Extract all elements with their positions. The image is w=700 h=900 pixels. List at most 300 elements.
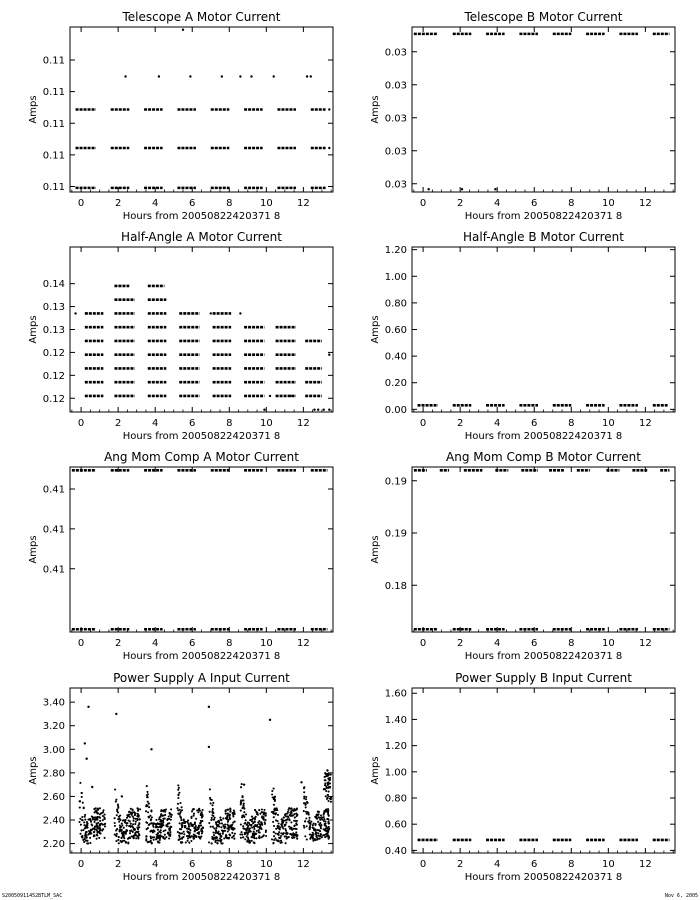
data-point (330, 801, 332, 803)
data-point (240, 831, 242, 833)
data-point (118, 816, 120, 818)
data-point (187, 828, 189, 830)
data-point (288, 807, 290, 809)
data-point (324, 784, 326, 786)
data-point (326, 775, 328, 777)
data-point (246, 830, 248, 832)
data-point (218, 826, 220, 828)
data-point (99, 833, 101, 835)
data-point (137, 810, 139, 812)
data-point (261, 811, 263, 813)
y-tick-label: 1.00 (384, 767, 407, 779)
data-point (135, 821, 137, 823)
data-point (293, 828, 295, 830)
data-point (127, 814, 129, 816)
data-point (318, 829, 320, 831)
data-point (82, 829, 84, 831)
data-point (243, 806, 245, 808)
y-tick-label: 0.12 (42, 347, 65, 359)
data-point (132, 816, 134, 818)
data-point (104, 818, 106, 820)
chart-half-angle-b (370, 230, 675, 442)
data-point (188, 825, 190, 827)
data-point (151, 816, 153, 818)
data-point (85, 833, 87, 835)
data-point (209, 811, 211, 813)
data-point (89, 833, 91, 835)
data-point (178, 836, 180, 838)
chart-title: Ang Mom Comp B Motor Current (446, 450, 641, 464)
data-point (92, 828, 94, 830)
data-point (212, 802, 214, 804)
data-point (132, 820, 134, 822)
data-point (153, 839, 155, 841)
x-axis-label: Hours from 20050822420371 8 (464, 651, 623, 662)
data-point (211, 836, 213, 838)
data-point (210, 819, 212, 821)
x-tick-label: 6 (531, 638, 538, 649)
y-tick-label: 0.60 (384, 325, 407, 336)
data-point (177, 784, 179, 786)
data-point (326, 769, 328, 771)
data-point (84, 814, 86, 816)
data-point (185, 841, 187, 843)
data-point (155, 819, 157, 821)
data-point (275, 809, 277, 811)
y-tick-label: 2.40 (42, 815, 65, 827)
data-point (179, 812, 181, 814)
data-point (158, 75, 160, 77)
data-point (132, 823, 134, 825)
data-point (81, 792, 83, 794)
x-tick-label: 2 (114, 418, 122, 429)
data-point (93, 834, 95, 836)
x-tick-label: 2 (456, 638, 464, 649)
data-point (119, 830, 121, 832)
data-point (198, 831, 200, 833)
data-point (169, 835, 171, 837)
data-point (134, 823, 136, 825)
data-point (233, 809, 235, 811)
chart-ang-mom-a (28, 450, 333, 662)
data-point (79, 800, 81, 802)
data-point (242, 804, 244, 806)
data-point (138, 822, 140, 824)
data-point (149, 815, 151, 817)
data-point (210, 826, 212, 828)
data-point (168, 837, 170, 839)
data-point (101, 830, 103, 832)
data-point (189, 75, 191, 77)
data-point (287, 811, 289, 813)
data-point (134, 812, 136, 814)
x-tick-label: 12 (296, 859, 310, 870)
data-point (177, 813, 179, 815)
data-point (114, 817, 116, 819)
chart-power-b (370, 671, 675, 883)
data-point (186, 830, 188, 832)
data-point (194, 834, 196, 836)
data-point (147, 796, 149, 798)
data-point (160, 832, 162, 834)
data-point (210, 312, 212, 314)
data-point (325, 795, 327, 797)
data-point (170, 816, 172, 818)
data-point (243, 816, 245, 818)
data-point (213, 834, 215, 836)
data-point (123, 827, 125, 829)
data-point (317, 821, 319, 823)
data-point (198, 836, 200, 838)
x-tick-label: 12 (296, 418, 310, 429)
data-point (193, 837, 195, 839)
data-point (191, 810, 193, 812)
data-point (122, 840, 124, 842)
x-tick-label: 0 (419, 638, 427, 649)
data-point (249, 827, 251, 829)
data-point (260, 824, 262, 826)
data-point (209, 788, 211, 790)
data-point (95, 819, 97, 821)
data-point (194, 826, 196, 828)
data-point (129, 832, 131, 834)
chart-title: Ang Mom Comp A Motor Current (104, 450, 299, 464)
data-point (251, 827, 253, 829)
data-series (427, 188, 496, 190)
data-point (170, 808, 172, 810)
data-point (201, 812, 203, 814)
x-tick-label: 4 (152, 418, 159, 429)
data-point (146, 785, 148, 787)
data-point (312, 840, 314, 842)
data-point (253, 831, 255, 833)
y-tick-label: 0.40 (384, 351, 407, 363)
data-point (300, 781, 302, 783)
data-point (317, 409, 319, 411)
y-tick-label: 0.80 (384, 793, 407, 805)
data-point (87, 822, 89, 824)
data-point (281, 841, 283, 843)
data-point (118, 821, 120, 823)
data-point (250, 75, 252, 77)
data-point (118, 842, 120, 844)
y-tick-label: 0.14 (42, 279, 65, 291)
x-tick-label: 10 (259, 638, 273, 649)
data-point (85, 312, 87, 314)
data-point (222, 833, 224, 835)
data-point (193, 808, 195, 810)
data-point (264, 823, 266, 825)
data-point (275, 832, 277, 834)
data-point (327, 818, 329, 820)
data-point (228, 837, 230, 839)
data-point (325, 822, 327, 824)
data-point (228, 834, 230, 836)
data-point (253, 836, 255, 838)
data-point (229, 808, 231, 810)
data-point (169, 827, 171, 829)
data-point (282, 822, 284, 824)
data-point (91, 786, 93, 788)
data-point (224, 826, 226, 828)
data-point (81, 796, 83, 798)
data-point (164, 829, 166, 831)
data-point (179, 802, 181, 804)
data-point (303, 810, 305, 812)
data-point (200, 822, 202, 824)
data-point (291, 837, 293, 839)
data-point (181, 806, 183, 808)
data-point (116, 814, 118, 816)
data-point (129, 816, 131, 818)
plot-frame (412, 467, 675, 632)
data-point (84, 835, 86, 837)
data-point (243, 828, 245, 830)
x-tick-label: 4 (494, 638, 501, 649)
data-point (182, 29, 184, 31)
data-point (315, 823, 317, 825)
data-point (178, 832, 180, 834)
x-tick-label: 8 (568, 859, 575, 870)
data-point (114, 825, 116, 827)
data-point (198, 825, 200, 827)
data-point (178, 839, 180, 841)
data-point (227, 812, 229, 814)
data-point (214, 817, 216, 819)
data-point (74, 312, 76, 314)
data-point (273, 816, 275, 818)
data-point (158, 836, 160, 838)
y-tick-label: 0.41 (42, 524, 65, 536)
data-point (99, 820, 101, 822)
data-point (263, 809, 265, 811)
data-point (241, 834, 243, 836)
data-point (125, 819, 127, 821)
data-point (221, 75, 223, 77)
data-point (116, 833, 118, 835)
data-point (130, 808, 132, 810)
y-tick-label: 1.40 (384, 714, 407, 726)
data-point (217, 840, 219, 842)
data-point (262, 818, 264, 820)
data-point (211, 814, 213, 816)
x-tick-label: 6 (189, 638, 196, 649)
data-point (83, 821, 85, 823)
data-point (229, 818, 231, 820)
chart-power-a (28, 671, 333, 883)
data-point (309, 827, 311, 829)
data-point (83, 824, 85, 826)
data-point (290, 821, 292, 823)
data-point (150, 748, 152, 750)
data-point (275, 828, 277, 830)
data-point (320, 827, 322, 829)
data-point (313, 409, 315, 411)
data-point (130, 823, 132, 825)
data-point (148, 824, 150, 826)
data-point (316, 839, 318, 841)
data-point (258, 831, 260, 833)
data-point (136, 826, 138, 828)
data-point (89, 837, 91, 839)
data-point (303, 786, 305, 788)
x-tick-label: 10 (259, 198, 273, 209)
data-point (259, 828, 261, 830)
data-point (151, 842, 153, 844)
y-axis-label: Amps (28, 95, 39, 124)
data-point (115, 799, 117, 801)
data-point (200, 814, 202, 816)
data-point (177, 789, 179, 791)
data-point (128, 819, 130, 821)
data-point (211, 842, 213, 844)
data-point (240, 810, 242, 812)
data-point (305, 806, 307, 808)
data-point (145, 835, 147, 837)
data-point (323, 818, 325, 820)
data-point (93, 831, 95, 833)
data-point (163, 809, 165, 811)
data-point (327, 813, 329, 815)
data-point (148, 802, 150, 804)
data-point (232, 822, 234, 824)
data-point (296, 815, 298, 817)
data-point (180, 828, 182, 830)
x-tick-label: 0 (77, 859, 85, 870)
data-point (243, 811, 245, 813)
data-point (99, 813, 101, 815)
data-point (215, 836, 217, 838)
data-point (278, 828, 280, 830)
data-point (87, 706, 89, 708)
data-point (98, 825, 100, 827)
data-point (102, 819, 104, 821)
data-point (315, 835, 317, 837)
x-axis-label: Hours from 20050822420371 8 (122, 872, 281, 883)
x-tick-label: 8 (226, 198, 233, 209)
data-point (222, 831, 224, 833)
data-point (120, 837, 122, 839)
data-point (150, 819, 152, 821)
data-point (278, 840, 280, 842)
data-point (153, 830, 155, 832)
data-point (273, 825, 275, 827)
data-point (290, 827, 292, 829)
data-point (152, 826, 154, 828)
y-tick-label: 0.13 (42, 302, 65, 314)
data-series (78, 782, 330, 845)
data-point (241, 795, 243, 797)
data-point (225, 835, 227, 837)
data-point (176, 807, 178, 809)
chart-title: Telescope B Motor Current (464, 10, 623, 24)
data-point (461, 188, 463, 190)
data-point (98, 837, 100, 839)
data-point (271, 790, 273, 792)
x-tick-label: 8 (568, 418, 575, 429)
data-point (225, 813, 227, 815)
data-point (126, 825, 128, 827)
data-point (284, 824, 286, 826)
data-point (179, 809, 181, 811)
data-point (231, 824, 233, 826)
data-point (222, 817, 224, 819)
data-point (116, 810, 118, 812)
data-point (117, 839, 119, 841)
data-point (157, 822, 159, 824)
y-axis-label: Amps (28, 756, 39, 785)
y-tick-label: 3.20 (42, 721, 65, 733)
data-point (242, 836, 244, 838)
data-point (321, 836, 323, 838)
data-point (304, 804, 306, 806)
data-point (125, 842, 127, 844)
data-point (132, 827, 134, 829)
data-point (160, 814, 162, 816)
data-point (118, 836, 120, 838)
data-point (147, 811, 149, 813)
data-point (211, 817, 213, 819)
data-point (209, 799, 211, 801)
data-point (218, 833, 220, 835)
data-point (131, 835, 133, 837)
x-tick-label: 0 (419, 418, 427, 429)
data-point (200, 835, 202, 837)
data-point (214, 832, 216, 834)
data-point (317, 832, 319, 834)
data-point (183, 833, 185, 835)
data-point (90, 821, 92, 823)
x-tick-label: 8 (226, 418, 233, 429)
data-point (249, 819, 251, 821)
data-point (87, 842, 89, 844)
data-point (273, 835, 275, 837)
data-point (313, 827, 315, 829)
data-point (200, 830, 202, 832)
data-point (272, 811, 274, 813)
data-point (151, 822, 153, 824)
data-point (259, 825, 261, 827)
data-point (188, 842, 190, 844)
data-point (250, 831, 252, 833)
data-point (147, 793, 149, 795)
data-point (245, 819, 247, 821)
y-tick-label: 1.20 (384, 245, 407, 257)
data-point (318, 811, 320, 813)
plot-frame (70, 467, 333, 632)
data-point (83, 841, 85, 843)
data-point (115, 829, 117, 831)
data-point (317, 835, 319, 837)
data-point (243, 783, 245, 785)
data-point (323, 812, 325, 814)
data-point (98, 816, 100, 818)
data-point (131, 829, 133, 831)
data-point (117, 807, 119, 809)
data-point (329, 777, 331, 779)
data-point (220, 819, 222, 821)
x-tick-label: 10 (601, 418, 615, 429)
data-point (96, 834, 98, 836)
x-tick-label: 10 (601, 198, 615, 209)
data-point (272, 842, 274, 844)
data-point (219, 817, 221, 819)
data-point (296, 807, 298, 809)
data-point (169, 812, 171, 814)
data-point (255, 837, 257, 839)
data-point (293, 837, 295, 839)
data-point (86, 837, 88, 839)
